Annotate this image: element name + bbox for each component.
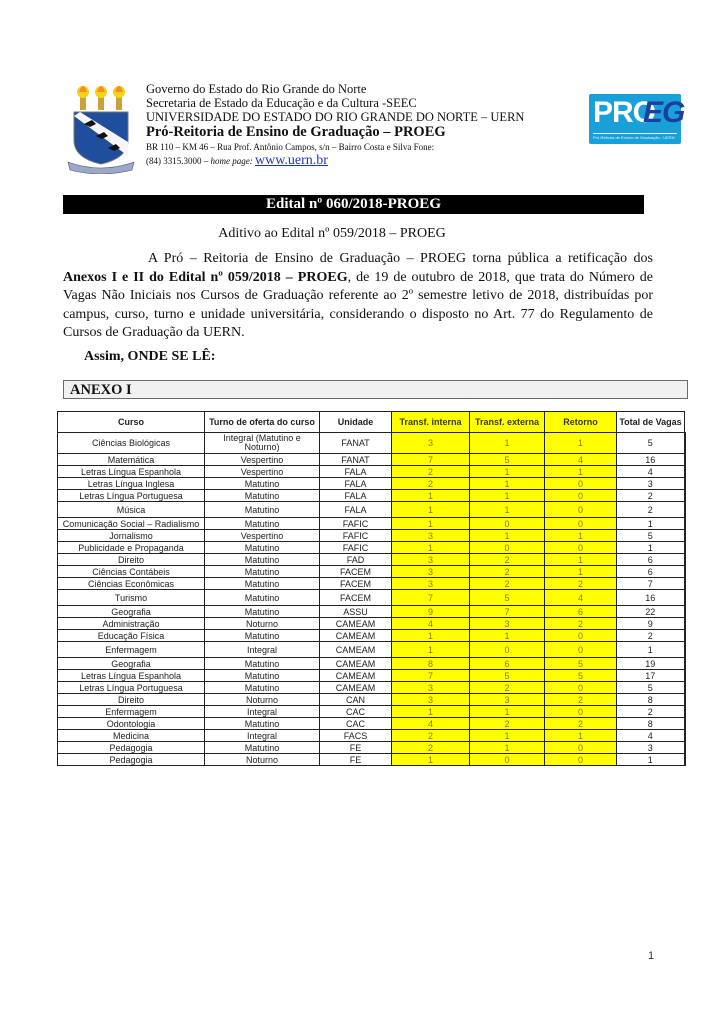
cell-total-vagas: 17 <box>617 670 685 682</box>
cell-transf-interna: 1 <box>392 706 470 718</box>
cell-retorno: 4 <box>545 454 617 466</box>
paragraph-text-1: A Pró – Reitoria de Ensino de Graduação – PROEG torna pública a retificação dos <box>148 251 653 266</box>
cell-transf-externa: 1 <box>470 490 545 502</box>
vacancies-table <box>57 411 686 766</box>
cell-total-vagas: 6 <box>617 566 685 578</box>
table-row <box>58 606 685 618</box>
cell-curso: Ciências Biológicas <box>58 433 205 454</box>
cell-total-vagas: 5 <box>617 530 685 542</box>
cell-turno: Vespertino <box>205 530 320 542</box>
cell-transf-interna: 4 <box>392 618 470 630</box>
table-row <box>58 433 685 454</box>
cell-unidade: FALA <box>320 502 392 518</box>
cell-total-vagas: 8 <box>617 694 685 706</box>
cell-total-vagas: 9 <box>617 618 685 630</box>
cell-total-vagas: 19 <box>617 658 685 670</box>
cell-curso: Letras Língua Inglesa <box>58 478 205 490</box>
cell-total-vagas: 4 <box>617 466 685 478</box>
cell-unidade: FACEM <box>320 566 392 578</box>
table-row <box>58 542 685 554</box>
table-row <box>58 730 685 742</box>
secretariat-line: Secretaria de Estado da Educação e da Cultura -SEEC <box>146 96 417 110</box>
edital-title: Edital nº 060/2018-PROEG <box>63 195 644 214</box>
cell-transf-interna: 2 <box>392 466 470 478</box>
cell-turno: Matutino <box>205 606 320 618</box>
cell-transf-externa: 2 <box>470 578 545 590</box>
cell-total-vagas: 2 <box>617 706 685 718</box>
cell-retorno: 0 <box>545 490 617 502</box>
cell-total-vagas: 2 <box>617 502 685 518</box>
table-header-row <box>58 412 685 433</box>
header-retorno: Retorno <box>545 412 617 433</box>
table-row <box>58 670 685 682</box>
cell-unidade: CAMEAM <box>320 630 392 642</box>
cell-unidade: CAMEAM <box>320 658 392 670</box>
address-line: BR 110 – KM 46 – Rua Prof. Antônio Campos, s/n – Bairro Costa e Silva Fone: <box>146 142 435 152</box>
cell-total-vagas: 5 <box>617 433 685 454</box>
cell-transf-interna: 1 <box>392 754 470 766</box>
cell-retorno: 1 <box>545 466 617 478</box>
cell-transf-externa: 2 <box>470 554 545 566</box>
cell-transf-externa: 1 <box>470 502 545 518</box>
cell-unidade: CAMEAM <box>320 670 392 682</box>
cell-unidade: FE <box>320 754 392 766</box>
cell-curso: Administração <box>58 618 205 630</box>
cell-retorno: 0 <box>545 630 617 642</box>
cell-unidade: ASSU <box>320 606 392 618</box>
cell-transf-interna: 3 <box>392 554 470 566</box>
cell-transf-externa: 1 <box>470 630 545 642</box>
page-number: 1 <box>648 950 655 962</box>
cell-total-vagas: 1 <box>617 542 685 554</box>
cell-retorno: 6 <box>545 606 617 618</box>
cell-transf-interna: 3 <box>392 433 470 454</box>
cell-turno: Matutino <box>205 590 320 606</box>
cell-turno: Matutino <box>205 718 320 730</box>
table-row <box>58 454 685 466</box>
cell-retorno: 1 <box>545 530 617 542</box>
header-transf-interna: Transf. interna <box>392 412 470 433</box>
cell-unidade: FANAT <box>320 454 392 466</box>
table-row <box>58 682 685 694</box>
cell-transf-interna: 2 <box>392 730 470 742</box>
table-row <box>58 754 685 766</box>
cell-transf-interna: 3 <box>392 578 470 590</box>
cell-turno: Integral (Matutino e Noturno) <box>205 433 320 454</box>
cell-unidade: CAN <box>320 694 392 706</box>
university-line: UNIVERSIDADE DO ESTADO DO RIO GRANDE DO NORTE – UERN <box>146 110 525 124</box>
cell-transf-externa: 1 <box>470 433 545 454</box>
cell-total-vagas: 8 <box>617 718 685 730</box>
cell-unidade: CAMEAM <box>320 642 392 658</box>
cell-unidade: CAMEAM <box>320 618 392 630</box>
cell-curso: Turismo <box>58 590 205 606</box>
table-row <box>58 578 685 590</box>
cell-unidade: FACEM <box>320 578 392 590</box>
cell-retorno: 2 <box>545 694 617 706</box>
cell-transf-externa: 6 <box>470 658 545 670</box>
cell-curso: Pedagogia <box>58 742 205 754</box>
header-curso: Curso <box>58 412 205 433</box>
phone-text: (84) 3315.3000 – <box>146 156 211 166</box>
table-row <box>58 502 685 518</box>
cell-unidade: CAC <box>320 718 392 730</box>
cell-retorno: 0 <box>545 754 617 766</box>
cell-transf-externa: 0 <box>470 518 545 530</box>
header-unidade: Unidade <box>320 412 392 433</box>
cell-unidade: FACEM <box>320 590 392 606</box>
cell-unidade: FALA <box>320 478 392 490</box>
assim-onde-se-le-heading: Assim, ONDE SE LÊ: <box>84 349 216 364</box>
cell-transf-interna: 1 <box>392 642 470 658</box>
cell-curso: Geografia <box>58 658 205 670</box>
torch-icon <box>113 86 125 110</box>
cell-unidade: CAC <box>320 706 392 718</box>
cell-turno: Matutino <box>205 554 320 566</box>
table-row <box>58 566 685 578</box>
cell-turno: Matutino <box>205 478 320 490</box>
cell-total-vagas: 16 <box>617 590 685 606</box>
cell-transf-externa: 2 <box>470 682 545 694</box>
cell-unidade: FE <box>320 742 392 754</box>
cell-curso: Comunicação Social – Radialismo <box>58 518 205 530</box>
cell-total-vagas: 1 <box>617 642 685 658</box>
cell-curso: Jornalismo <box>58 530 205 542</box>
header-total-vagas: Total de Vagas <box>617 412 685 433</box>
table-body <box>58 433 685 766</box>
cell-turno: Integral <box>205 730 320 742</box>
proeg-logo-pro: PRO <box>593 96 656 129</box>
table-row <box>58 490 685 502</box>
cell-curso: Publicidade e Propaganda <box>58 542 205 554</box>
cell-turno: Integral <box>205 706 320 718</box>
cell-turno: Matutino <box>205 490 320 502</box>
table-row <box>58 694 685 706</box>
cell-unidade: FALA <box>320 490 392 502</box>
cell-turno: Matutino <box>205 578 320 590</box>
cell-total-vagas: 4 <box>617 730 685 742</box>
cell-transf-externa: 1 <box>470 730 545 742</box>
table-row <box>58 554 685 566</box>
cell-curso: Ciências Econômicas <box>58 578 205 590</box>
cell-turno: Vespertino <box>205 466 320 478</box>
table-row <box>58 630 685 642</box>
cell-transf-interna: 9 <box>392 606 470 618</box>
cell-curso: Matemática <box>58 454 205 466</box>
cell-total-vagas: 5 <box>617 682 685 694</box>
cell-retorno: 5 <box>545 658 617 670</box>
cell-unidade: FAFIC <box>320 530 392 542</box>
cell-unidade: FAD <box>320 554 392 566</box>
cell-transf-externa: 5 <box>470 670 545 682</box>
cell-transf-externa: 1 <box>470 742 545 754</box>
cell-retorno: 0 <box>545 642 617 658</box>
cell-transf-externa: 1 <box>470 466 545 478</box>
cell-transf-interna: 3 <box>392 566 470 578</box>
cell-total-vagas: 2 <box>617 490 685 502</box>
cell-turno: Noturno <box>205 694 320 706</box>
cell-retorno: 4 <box>545 590 617 606</box>
table-row <box>58 618 685 630</box>
cell-curso: Pedagogia <box>58 754 205 766</box>
table-row <box>58 530 685 542</box>
subtitle-text: Aditivo ao Edital nº 059/2018 – PROEG <box>218 226 446 241</box>
cell-transf-externa: 1 <box>470 706 545 718</box>
cell-unidade: CAMEAM <box>320 682 392 694</box>
cell-transf-interna: 2 <box>392 742 470 754</box>
cell-transf-interna: 3 <box>392 682 470 694</box>
cell-transf-externa: 3 <box>470 694 545 706</box>
government-line: Governo do Estado do Rio Grande do Norte <box>146 82 367 96</box>
cell-retorno: 2 <box>545 718 617 730</box>
cell-unidade: FALA <box>320 466 392 478</box>
cell-retorno: 1 <box>545 554 617 566</box>
uern-coat-of-arms-logo <box>66 82 136 174</box>
proeg-logo <box>589 94 685 144</box>
table-row <box>58 642 685 658</box>
cell-total-vagas: 1 <box>617 518 685 530</box>
proeg-logo-eg: EG <box>643 96 685 129</box>
cell-total-vagas: 6 <box>617 554 685 566</box>
cell-transf-interna: 7 <box>392 590 470 606</box>
cell-curso: Letras Língua Espanhola <box>58 670 205 682</box>
cell-curso: Letras Língua Portuguesa <box>58 490 205 502</box>
cell-transf-externa: 0 <box>470 754 545 766</box>
cell-retorno: 0 <box>545 542 617 554</box>
cell-unidade: FAFIC <box>320 542 392 554</box>
uern-website-link[interactable]: www.uern.br <box>255 153 328 168</box>
body-paragraph <box>63 250 653 343</box>
cell-curso: Geografia <box>58 606 205 618</box>
cell-turno: Matutino <box>205 518 320 530</box>
table-row <box>58 706 685 718</box>
cell-turno: Matutino <box>205 566 320 578</box>
cell-transf-interna: 1 <box>392 518 470 530</box>
cell-curso: Medicina <box>58 730 205 742</box>
paragraph-bold-reference: Anexos I e II do Edital nº 059/2018 – PROEG <box>63 269 348 285</box>
cell-retorno: 2 <box>545 578 617 590</box>
proeg-logo-subtitle: Pró-Reitoria de Ensino de Graduação · UERN <box>593 133 677 140</box>
cell-curso: Letras Língua Portuguesa <box>58 682 205 694</box>
cell-transf-interna: 8 <box>392 658 470 670</box>
cell-total-vagas: 3 <box>617 742 685 754</box>
cell-transf-interna: 3 <box>392 530 470 542</box>
cell-curso: Educação Física <box>58 630 205 642</box>
table-row <box>58 658 685 670</box>
cell-retorno: 0 <box>545 518 617 530</box>
cell-curso: Odontologia <box>58 718 205 730</box>
cell-curso: Ciências Contábeis <box>58 566 205 578</box>
table-row <box>58 742 685 754</box>
cell-transf-externa: 3 <box>470 618 545 630</box>
cell-total-vagas: 3 <box>617 478 685 490</box>
table-row <box>58 718 685 730</box>
cell-transf-interna: 7 <box>392 454 470 466</box>
proeg-line: Pró-Reitoria de Ensino de Graduação – PROEG <box>146 124 446 140</box>
cell-retorno: 5 <box>545 670 617 682</box>
cell-turno: Noturno <box>205 618 320 630</box>
cell-turno: Vespertino <box>205 454 320 466</box>
cell-turno: Integral <box>205 642 320 658</box>
cell-retorno: 0 <box>545 742 617 754</box>
cell-transf-interna: 4 <box>392 718 470 730</box>
cell-unidade: FACS <box>320 730 392 742</box>
cell-total-vagas: 22 <box>617 606 685 618</box>
edital-subtitle <box>0 226 724 242</box>
paragraph-text-2: , de 19 de outubro de 2018, que trata do Número de Vagas Não Iniciais nos Cursos de Graduação referente ao 2º semestre letivo de 2018, distribuídas por campus, curso, turno e unidade universitária, considerando o disposto no Art. 77 do Regulamento de Cursos de Graduação da UERN. <box>63 269 654 340</box>
cell-unidade: FANAT <box>320 433 392 454</box>
cell-transf-externa: 0 <box>470 642 545 658</box>
torch-icon <box>77 86 89 110</box>
cell-unidade: FAFIC <box>320 518 392 530</box>
cell-curso: Direito <box>58 554 205 566</box>
cell-transf-interna: 1 <box>392 542 470 554</box>
table-row <box>58 518 685 530</box>
table-row <box>58 466 685 478</box>
cell-turno: Matutino <box>205 502 320 518</box>
cell-retorno: 1 <box>545 730 617 742</box>
cell-total-vagas: 1 <box>617 754 685 766</box>
letterhead <box>0 0 724 190</box>
cell-transf-interna: 1 <box>392 630 470 642</box>
cell-curso: Direito <box>58 694 205 706</box>
home-page-label: home page: <box>210 156 253 166</box>
cell-transf-interna: 7 <box>392 670 470 682</box>
institution-info <box>146 82 524 168</box>
cell-retorno: 0 <box>545 682 617 694</box>
table-row <box>58 590 685 606</box>
cell-transf-interna: 3 <box>392 694 470 706</box>
header-turno: Turno de oferta do curso <box>205 412 320 433</box>
cell-transf-externa: 7 <box>470 606 545 618</box>
cell-curso: Enfermagem <box>58 706 205 718</box>
cell-transf-interna: 2 <box>392 478 470 490</box>
cell-curso: Música <box>58 502 205 518</box>
table-row <box>58 478 685 490</box>
cell-retorno: 0 <box>545 478 617 490</box>
cell-transf-interna: 1 <box>392 502 470 518</box>
cell-turno: Matutino <box>205 742 320 754</box>
cell-transf-externa: 2 <box>470 566 545 578</box>
cell-retorno: 2 <box>545 618 617 630</box>
torch-icon <box>95 86 107 110</box>
cell-transf-externa: 0 <box>470 542 545 554</box>
cell-turno: Matutino <box>205 670 320 682</box>
annex-title-bar: ANEXO I <box>63 380 688 399</box>
header-transf-externa: Transf. externa <box>470 412 545 433</box>
cell-transf-externa: 1 <box>470 478 545 490</box>
cell-retorno: 0 <box>545 706 617 718</box>
cell-turno: Noturno <box>205 754 320 766</box>
cell-retorno: 1 <box>545 566 617 578</box>
cell-curso: Letras Língua Espanhola <box>58 466 205 478</box>
cell-curso: Enfermagem <box>58 642 205 658</box>
cell-transf-interna: 1 <box>392 490 470 502</box>
cell-retorno: 1 <box>545 433 617 454</box>
cell-turno: Matutino <box>205 542 320 554</box>
cell-transf-externa: 2 <box>470 718 545 730</box>
cell-total-vagas: 2 <box>617 630 685 642</box>
cell-turno: Matutino <box>205 658 320 670</box>
cell-total-vagas: 7 <box>617 578 685 590</box>
cell-turno: Matutino <box>205 630 320 642</box>
cell-transf-externa: 1 <box>470 530 545 542</box>
cell-turno: Matutino <box>205 682 320 694</box>
cell-retorno: 0 <box>545 502 617 518</box>
cell-transf-externa: 5 <box>470 454 545 466</box>
cell-total-vagas: 16 <box>617 454 685 466</box>
contact-line <box>146 154 524 168</box>
cell-transf-externa: 5 <box>470 590 545 606</box>
